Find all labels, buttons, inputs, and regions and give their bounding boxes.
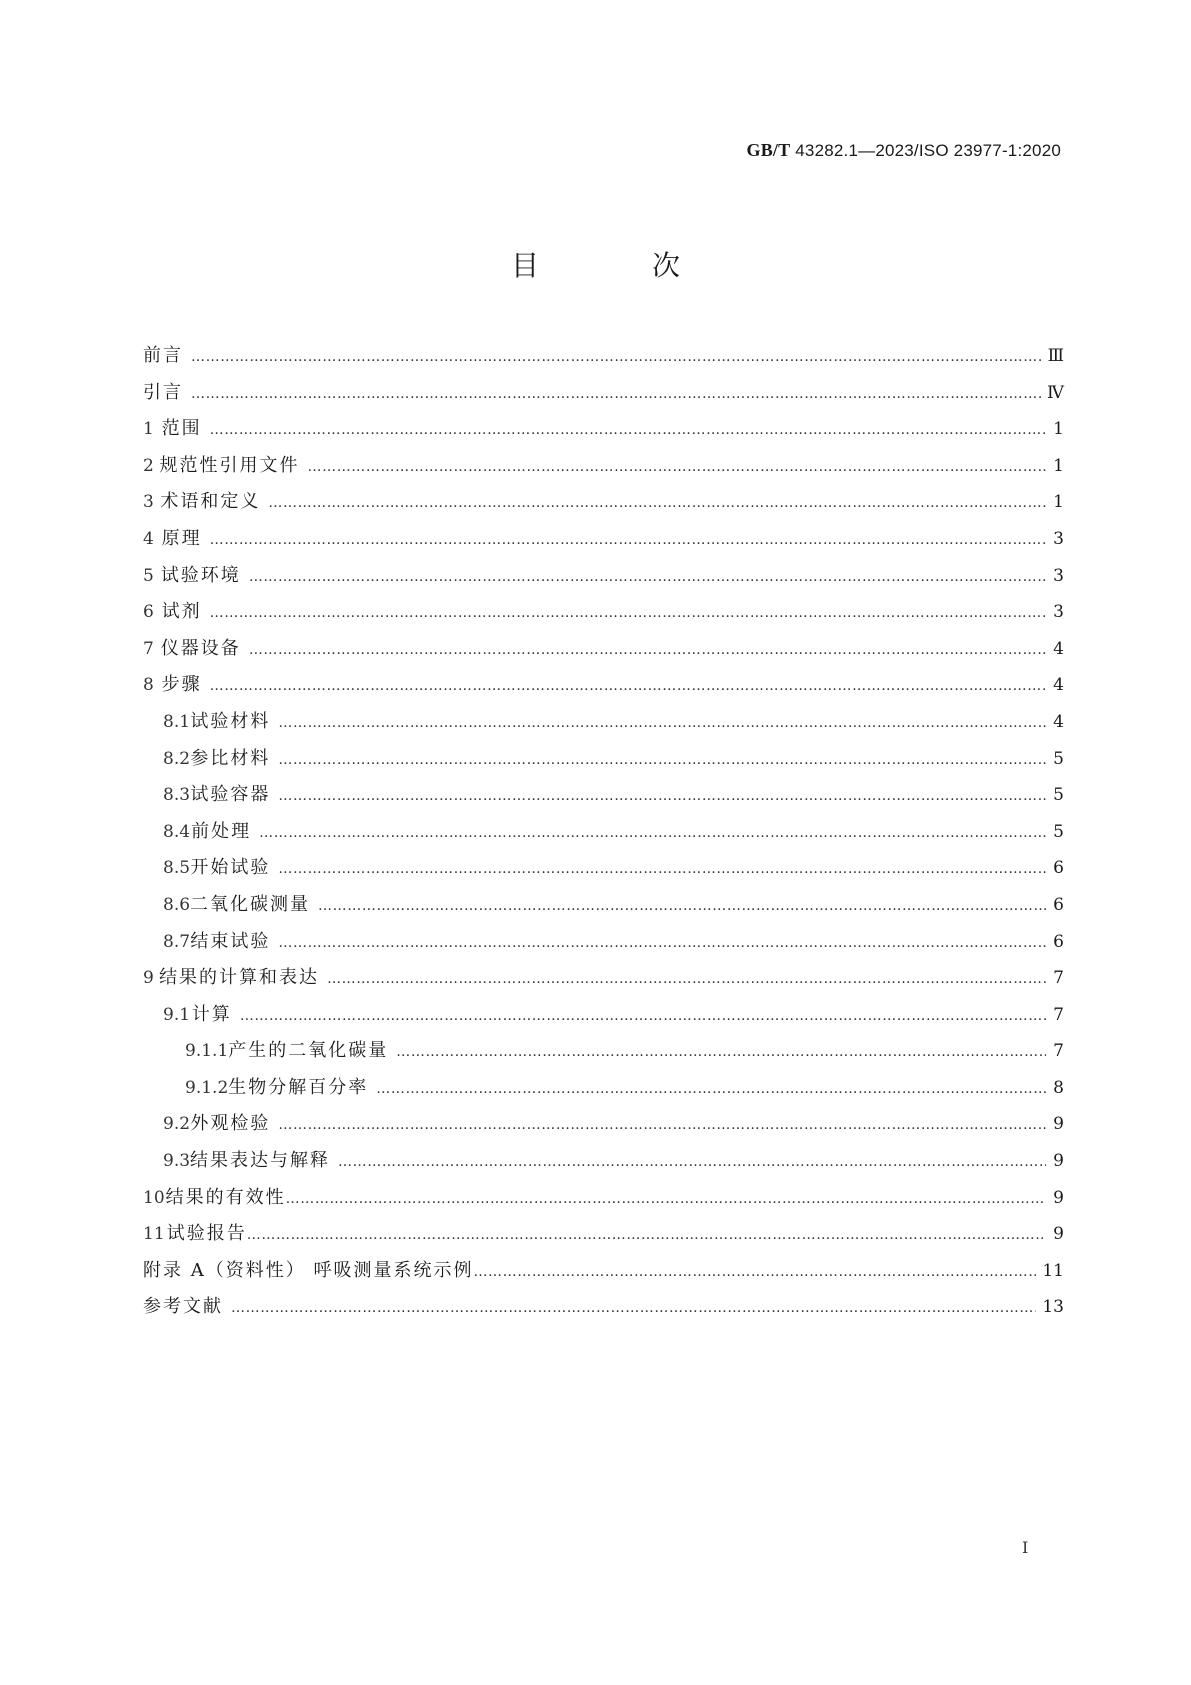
toc-label: 结果的有效性: [165, 1186, 286, 1208]
toc-label: 试剂: [161, 601, 202, 623]
toc-page: 7: [1053, 968, 1064, 989]
dot-leader: [231, 1290, 1036, 1327]
dot-leader: [318, 888, 1046, 925]
toc-label: 二氧化碳测量: [190, 893, 311, 915]
toc-entry-9[interactable]: [143, 960, 1064, 997]
toc-page: 3: [1053, 528, 1064, 549]
toc-entry-3[interactable]: [143, 484, 1064, 521]
table-of-contents: [143, 338, 1064, 1326]
dot-leader: [191, 339, 1042, 376]
toc-entry-9-3[interactable]: [143, 1143, 1064, 1180]
toc-entry-8-4[interactable]: [143, 814, 1064, 851]
dot-leader: [247, 1217, 1046, 1254]
dot-leader: [278, 1107, 1046, 1144]
toc-number: 4: [143, 528, 154, 549]
toc-number: 8.7: [163, 931, 191, 952]
toc-number: 9: [143, 968, 154, 989]
toc-page: 9: [1053, 1114, 1064, 1135]
toc-number: 8.2: [163, 748, 191, 769]
toc-label: 原理: [161, 527, 202, 549]
page-title: 目 次: [511, 249, 732, 282]
toc-page: 1: [1053, 455, 1064, 476]
dot-leader: [278, 705, 1046, 742]
toc-entry-7[interactable]: [143, 631, 1064, 668]
dot-leader: [268, 485, 1046, 522]
toc-entry-6[interactable]: [143, 594, 1064, 631]
toc-entry-8-3[interactable]: [143, 777, 1064, 814]
toc-label: 结果的计算和表达: [159, 967, 320, 989]
dot-leader: [327, 961, 1046, 998]
toc-label: 规范性引用文件: [159, 454, 300, 476]
toc-label: 前处理: [191, 820, 252, 842]
toc-page: 4: [1053, 638, 1064, 659]
page-number: I: [1022, 1538, 1029, 1557]
dot-leader: [278, 925, 1046, 962]
toc-label: 试验材料: [190, 710, 271, 732]
toc-page: 8: [1053, 1077, 1064, 1098]
toc-entry-8-5[interactable]: [143, 850, 1064, 887]
toc-label: 结果表达与解释: [190, 1150, 331, 1172]
dot-leader: [278, 742, 1046, 779]
toc-number: 9.3: [163, 1151, 191, 1172]
toc-label: 仪器设备: [160, 637, 241, 659]
toc-number: 3: [143, 492, 154, 513]
toc-page: 6: [1053, 858, 1064, 879]
toc-page: 6: [1053, 931, 1064, 952]
toc-entry-9-1-2[interactable]: [143, 1070, 1064, 1107]
toc-number: 8.1: [163, 711, 191, 732]
toc-label: 试验容器: [190, 784, 271, 806]
toc-page: 5: [1053, 785, 1064, 806]
toc-page: 5: [1053, 748, 1064, 769]
dot-leader: [278, 851, 1046, 888]
toc-number: 7: [143, 638, 154, 659]
toc-number: 8.4: [163, 821, 191, 842]
toc-label: 参考文献: [143, 1296, 223, 1318]
dot-leader: [210, 412, 1046, 449]
toc-page: 4: [1053, 675, 1064, 696]
toc-page: 9: [1053, 1151, 1064, 1172]
toc-label: 试验环境: [160, 564, 241, 586]
toc-entry-bibliography[interactable]: [143, 1289, 1064, 1326]
dot-leader: [191, 376, 1041, 413]
document-id: [747, 140, 1061, 161]
toc-label: 生物分解百分率: [228, 1076, 369, 1098]
toc-label: 开始试验: [190, 857, 271, 879]
toc-entry-introduction[interactable]: [143, 375, 1064, 412]
toc-number: 9.2: [163, 1114, 191, 1135]
toc-label: 步骤: [161, 674, 202, 696]
toc-page: 3: [1053, 565, 1064, 586]
dot-leader: [376, 1071, 1046, 1108]
toc-label: 试验报告: [166, 1223, 247, 1245]
toc-label: 引言: [143, 381, 183, 403]
dot-leader: [278, 778, 1046, 815]
toc-number: 11: [143, 1224, 165, 1245]
toc-page: Ⅳ: [1047, 382, 1064, 403]
dot-leader: [249, 559, 1046, 596]
toc-page: 9: [1053, 1187, 1064, 1208]
toc-entry-foreword[interactable]: [143, 338, 1064, 375]
toc-entry-2[interactable]: [143, 448, 1064, 485]
toc-entry-8-1[interactable]: [143, 704, 1064, 741]
toc-number: 8.3: [163, 785, 191, 806]
dot-leader: [473, 1254, 1036, 1291]
toc-page: 13: [1042, 1297, 1064, 1318]
toc-number: 8.5: [163, 858, 191, 879]
toc-entry-1[interactable]: [143, 411, 1064, 448]
toc-page: 6: [1053, 894, 1064, 915]
standard-number: 43282.1—2023/ISO 23977-1:2020: [790, 141, 1061, 160]
toc-number: 1: [143, 419, 154, 440]
toc-page: 7: [1053, 1041, 1064, 1062]
dot-leader: [240, 998, 1046, 1035]
toc-entry-8-6[interactable]: [143, 887, 1064, 924]
dot-leader: [210, 595, 1046, 632]
dot-leader: [286, 1181, 1046, 1218]
toc-label: 附录 A（资料性） 呼吸测量系统示例: [143, 1259, 474, 1281]
toc-page: 4: [1053, 711, 1064, 732]
toc-number: 8: [143, 675, 154, 696]
toc-number: 9.1: [163, 1004, 191, 1025]
toc-entry-8-2[interactable]: [143, 741, 1064, 778]
toc-label: 产生的二氧化碳量: [228, 1040, 389, 1062]
toc-entry-9-1-1[interactable]: [143, 1033, 1064, 1070]
toc-label: 外观检验: [190, 1113, 271, 1135]
toc-label: 参比材料: [190, 747, 271, 769]
dot-leader: [259, 815, 1046, 852]
toc-entry-9-2[interactable]: [143, 1106, 1064, 1143]
dot-leader: [308, 449, 1047, 486]
toc-page: 7: [1053, 1004, 1064, 1025]
toc-label: 结束试验: [190, 930, 271, 952]
dot-leader: [249, 632, 1046, 669]
toc-entry-11[interactable]: [143, 1216, 1064, 1253]
toc-number: 5: [143, 565, 154, 586]
toc-number: 9.1.1: [185, 1041, 229, 1062]
toc-number: 10: [143, 1187, 165, 1208]
toc-page: 3: [1053, 602, 1064, 623]
toc-page: Ⅲ: [1047, 346, 1064, 366]
toc-page: 1: [1053, 419, 1064, 440]
toc-entry-5[interactable]: [143, 558, 1064, 595]
toc-page: 1: [1053, 492, 1064, 513]
toc-entry-8-7[interactable]: [143, 924, 1064, 961]
toc-entry-4[interactable]: [143, 521, 1064, 558]
toc-number: 6: [143, 602, 154, 623]
dot-leader: [210, 668, 1046, 705]
dot-leader: [338, 1144, 1046, 1181]
toc-entry-8[interactable]: [143, 667, 1064, 704]
toc-page: 5: [1053, 821, 1064, 842]
toc-number: 2: [143, 455, 154, 476]
toc-page: 9: [1053, 1224, 1064, 1245]
toc-entry-10[interactable]: [143, 1180, 1064, 1217]
toc-number: 8.6: [163, 894, 191, 915]
toc-label: 术语和定义: [160, 491, 261, 513]
standard-prefix: GB/T: [746, 140, 791, 160]
toc-page: 11: [1042, 1260, 1064, 1281]
toc-entry-annex-a[interactable]: [143, 1253, 1064, 1290]
toc-label: 前言: [143, 345, 183, 366]
dot-leader: [396, 1034, 1046, 1071]
dot-leader: [210, 522, 1046, 559]
toc-label: 范围: [161, 418, 202, 440]
toc-number: 9.1.2: [185, 1077, 229, 1098]
toc-entry-9-1[interactable]: [143, 997, 1064, 1034]
toc-label: 计算: [191, 1003, 232, 1025]
